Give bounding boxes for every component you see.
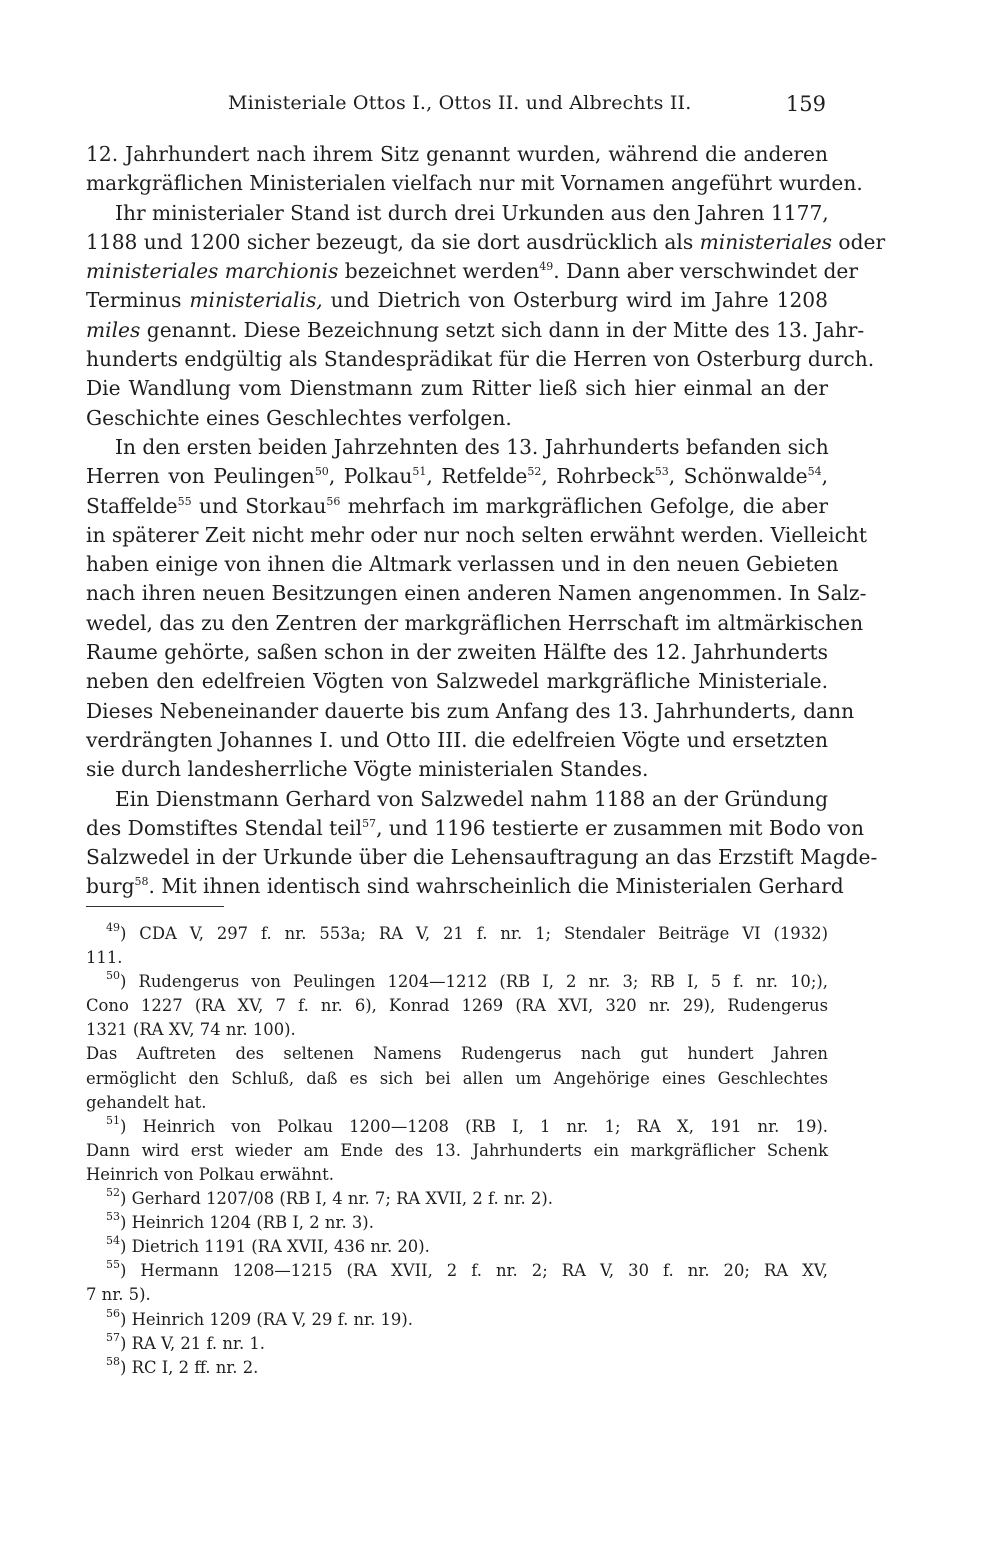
text-run: des Domstiftes Stendal teil	[86, 815, 363, 840]
text-run: Ein Dienstmann Gerhard von Salzwedel nahm 1188 an der Gründung	[115, 786, 828, 811]
footnote-marker: 53	[654, 465, 669, 479]
footnote-marker: 57	[362, 816, 377, 830]
text-run: , Rohrbeck	[541, 464, 655, 489]
text-run: ) RA V, 21 f. nr. 1.	[120, 1333, 265, 1353]
text-run: und Storkau	[191, 493, 327, 518]
footnote-line	[86, 1187, 828, 1211]
text-line	[86, 609, 864, 638]
main-text	[86, 140, 886, 902]
text-run: ermöglicht den Schluß, daß es sich bei allen um Angehörige eines Geschlechtes	[86, 1068, 828, 1088]
text-run: ) Heinrich 1209 (RA V, 29 f. nr. 19).	[120, 1309, 413, 1329]
footnote-marker: 51	[106, 1113, 120, 1127]
footnote-marker: 51	[412, 465, 427, 479]
text-line	[86, 579, 867, 608]
text-run: Das Auftreten des seltenen Namens Rudengerus nach gut hundert Jahren	[86, 1044, 828, 1064]
footnote-marker: 54	[106, 1234, 120, 1248]
footnote-line	[86, 1235, 828, 1259]
text-run: 1188 und 1200 sicher bezeugt, da sie dort ausdrücklich als	[86, 229, 700, 254]
text-run: In den ersten beiden Jahrzehnten des 13. Jahrhunderts befanden sich	[115, 434, 829, 459]
footnote-marker: 58	[106, 1354, 120, 1368]
italic-term: ministerialis,	[189, 288, 323, 313]
footnotes	[86, 922, 828, 1380]
text-line	[86, 404, 828, 433]
footnote-marker: 55	[177, 494, 192, 508]
footnote-line	[86, 1067, 828, 1091]
footnote-marker: 56	[326, 494, 341, 508]
footnote-line	[86, 1308, 828, 1332]
text-run: 111.	[86, 948, 123, 968]
text-run: 12. Jahrhundert nach ihrem Sitz genannt wurden, während die anderen	[86, 142, 828, 166]
footnote-line	[86, 1091, 828, 1115]
footnote-marker: 50	[106, 969, 120, 983]
text-run: ) Gerhard 1207/08 (RB I, 4 nr. 7; RA XVII, 2 f. nr. 2).	[120, 1189, 553, 1209]
text-run: in späterer Zeit nicht mehr oder nur noch selten erwähnt werden. Vielleicht	[86, 522, 868, 547]
text-line	[86, 872, 844, 901]
text-run: burg	[86, 874, 135, 899]
text-run: Dann wird erst wieder am Ende des 13. Jahrhunderts ein markgräflicher Schenk	[86, 1140, 828, 1160]
italic-term: ministeriales marchionis	[86, 259, 339, 284]
footnote-line	[86, 1332, 828, 1356]
page-number: 159	[785, 92, 826, 116]
text-run: bezeichnet werden	[338, 259, 540, 284]
text-line	[86, 492, 828, 521]
text-run: ) Heinrich von Polkau 1200—1208 (RB I, 1 nr. 1; RA X, 191 nr. 19).	[120, 1116, 828, 1136]
text-run: ) CDA V, 297 f. nr. 553a; RA V, 21 f. nr. 1; Stendaler Beiträge VI (1932)	[120, 924, 828, 943]
text-line	[86, 140, 828, 169]
text-line	[86, 755, 828, 784]
text-line	[86, 462, 828, 491]
text-run: verdrängten Johannes I. und Otto III. die edelfreien Vögte und ersetzten	[86, 727, 828, 752]
text-line	[86, 374, 828, 403]
text-line	[86, 521, 868, 550]
footnote-marker: 58	[134, 875, 149, 889]
footnote-marker: 52	[527, 465, 542, 479]
text-line	[86, 843, 878, 872]
footnote-line	[86, 970, 828, 994]
footnote-marker: 57	[106, 1330, 120, 1344]
text-run: gehandelt hat.	[86, 1092, 207, 1112]
text-line	[86, 433, 828, 462]
footnote-line	[86, 1211, 828, 1235]
text-run: . Dann aber verschwindet der	[553, 259, 859, 284]
text-run: und Dietrich von Osterburg wird im Jahre 1208	[322, 288, 828, 313]
footnote-line	[86, 1042, 828, 1066]
footnote-line	[86, 1139, 828, 1163]
text-run: ,	[821, 464, 829, 489]
text-line	[86, 286, 828, 315]
footnote-marker: 50	[314, 465, 329, 479]
text-line	[86, 697, 855, 726]
text-run: Geschichte eines Geschlechtes verfolgen.	[86, 405, 512, 430]
footnote-marker: 54	[807, 465, 822, 479]
text-run: Heinrich von Polkau erwähnt.	[86, 1164, 334, 1184]
footnote-line	[86, 1356, 828, 1380]
text-run: Cono 1227 (RA XV, 7 f. nr. 6), Konrad 1269 (RA XVI, 320 nr. 29), Rudengerus	[86, 996, 828, 1016]
footnote-marker: 52	[106, 1186, 120, 1200]
text-run: Terminus	[86, 288, 190, 313]
text-line	[86, 638, 828, 667]
page-header	[0, 92, 1000, 128]
footnote-marker: 53	[106, 1210, 120, 1224]
text-run: Salzwedel in der Urkunde über die Lehensauftragung an das Erzstift Magde-	[86, 845, 878, 870]
text-line	[86, 785, 828, 814]
text-run: ) RC I, 2 ff. nr. 2.	[120, 1357, 259, 1377]
text-run: , Schönwalde	[668, 464, 808, 489]
footnote-line	[86, 1115, 828, 1139]
text-run: Herren von Peulingen	[86, 464, 315, 489]
footnote-line	[86, 1259, 828, 1283]
text-run: Raume gehörte, saßen schon in der zweiten Hälfte des 12. Jahrhunderts	[86, 640, 828, 665]
text-line	[86, 345, 875, 374]
text-run: ) Dietrich 1191 (RA XVII, 436 nr. 20).	[120, 1237, 430, 1257]
text-line	[86, 257, 859, 286]
text-run: nach ihren neuen Besitzungen einen anderen Namen angenommen. In Salz-	[86, 581, 867, 606]
text-run: markgräflichen Ministerialen vielfach nur mit Vornamen angeführt wurden.	[86, 171, 863, 196]
text-run: , Retfelde	[426, 464, 528, 489]
text-run: Staffelde	[86, 493, 178, 518]
text-run: sie durch landesherrliche Vögte ministerialen Standes.	[86, 757, 649, 782]
text-run: . Mit ihnen identisch sind wahrscheinlich die Ministerialen Gerhard	[148, 874, 844, 899]
text-run: oder	[832, 229, 886, 254]
text-run: hunderts endgültig als Standesprädikat für die Herren von Osterburg durch.	[86, 347, 875, 372]
text-run: Die Wandlung vom Dienstmann zum Ritter ließ sich hier einmal an der	[86, 376, 828, 401]
text-run: ) Rudengerus von Peulingen 1204—1212 (RB I, 2 nr. 3; RB I, 5 f. nr. 10;),	[120, 972, 828, 992]
text-line	[86, 199, 828, 228]
text-run: 1321 (RA XV, 74 nr. 100).	[86, 1020, 296, 1040]
text-line	[86, 316, 865, 345]
text-line	[86, 228, 886, 257]
footnote-marker: 49	[106, 921, 120, 934]
text-run: neben den edelfreien Vögten von Salzwedel markgräfliche Ministeriale.	[86, 669, 828, 694]
text-run: ) Hermann 1208—1215 (RA XVII, 2 f. nr. 2; RA V, 30 f. nr. 20; RA XV,	[120, 1261, 828, 1281]
running-title: Ministeriale Ottos I., Ottos II. und Albrechts II.	[228, 92, 692, 114]
footnote-line	[86, 946, 828, 970]
footnote-marker: 49	[539, 260, 554, 274]
text-run: genannt. Diese Bezeichnung setzt sich dann in der Mitte des 13. Jahr-	[140, 317, 865, 342]
italic-term: ministeriales	[699, 229, 833, 254]
footnote-separator	[86, 906, 224, 907]
text-line	[86, 169, 863, 198]
footnote-marker: 55	[106, 1258, 120, 1272]
text-run: wedel, das zu den Zentren der markgräflichen Herrschaft im altmärkischen	[86, 610, 864, 635]
text-run: 7 nr. 5).	[86, 1285, 151, 1305]
text-run: , Polkau	[328, 464, 413, 489]
text-run: Dieses Nebeneinander dauerte bis zum Anfang des 13. Jahrhunderts, dann	[86, 698, 855, 723]
footnote-line	[86, 1018, 828, 1042]
text-line	[86, 550, 839, 579]
footnote-line	[86, 1283, 828, 1307]
text-run: Ihr ministerialer Stand ist durch drei Urkunden aus den Jahren 1177,	[115, 200, 829, 225]
footnote-line	[86, 922, 828, 946]
text-line	[86, 814, 864, 843]
text-run: , und 1196 testierte er zusammen mit Bodo von	[376, 815, 864, 840]
text-line	[86, 667, 828, 696]
footnote-marker: 56	[106, 1306, 120, 1320]
text-run: ) Heinrich 1204 (RB I, 2 nr. 3).	[120, 1213, 374, 1233]
text-run: mehrfach im markgräflichen Gefolge, die aber	[340, 493, 828, 518]
text-line	[86, 726, 828, 755]
footnote-line	[86, 994, 828, 1018]
footnote-line	[86, 1163, 828, 1187]
text-run: haben einige von ihnen die Altmark verlassen und in den neuen Gebieten	[86, 552, 839, 577]
italic-term: miles	[86, 317, 141, 342]
